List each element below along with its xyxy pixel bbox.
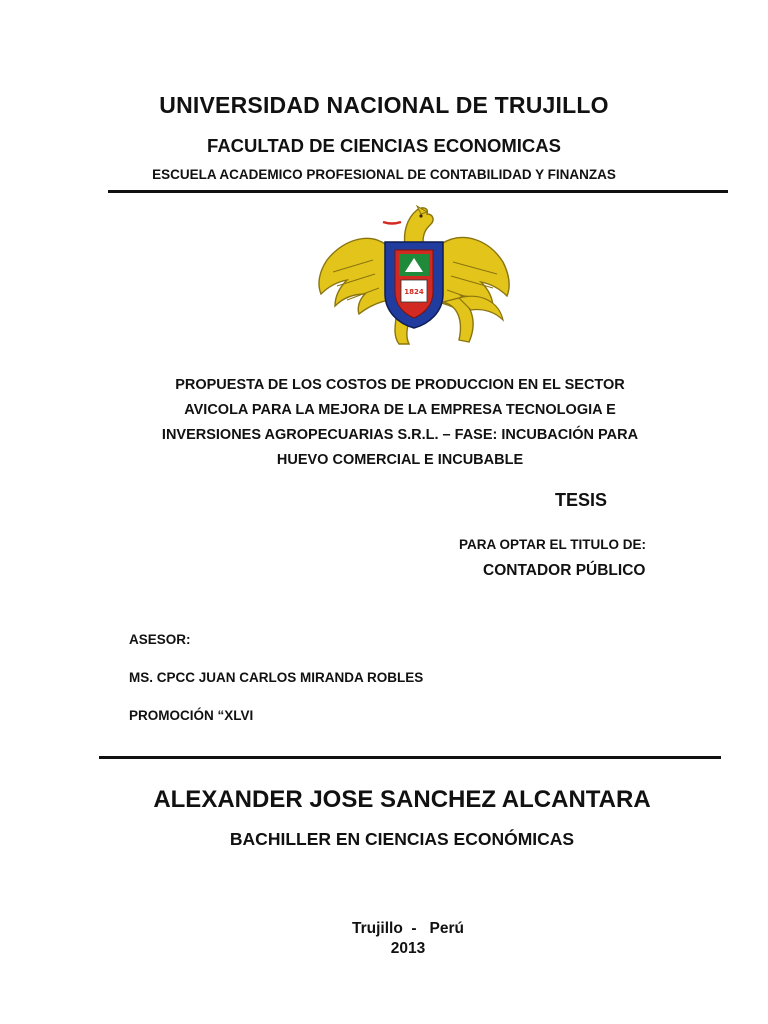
thesis-title-line-3: INVERSIONES AGROPECUARIAS S.R.L. – FASE: INCUBACIÓN PARA bbox=[161, 427, 639, 443]
svg-text:1824: 1824 bbox=[404, 288, 424, 296]
bottom-divider bbox=[99, 756, 721, 759]
thesis-title-line-2: AVICOLA PARA LA MEJORA DE LA EMPRESA TECNOLOGIA E bbox=[184, 402, 616, 418]
faculty-name: FACULTAD DE CIENCIAS ECONOMICAS bbox=[207, 135, 561, 156]
school-name: ESCUELA ACADEMICO PROFESIONAL DE CONTABILIDAD Y FINANZAS bbox=[152, 167, 616, 182]
advisor-label: ASESOR: bbox=[129, 632, 191, 647]
author-name: ALEXANDER JOSE SANCHEZ ALCANTARA bbox=[153, 786, 651, 813]
author-degree: BACHILLER EN CIENCIAS ECONÓMICAS bbox=[229, 829, 575, 849]
thesis-title-line-4: HUEVO COMERCIAL E INCUBABLE bbox=[276, 452, 524, 468]
university-name: UNIVERSIDAD NACIONAL DE TRUJILLO bbox=[159, 92, 609, 118]
top-divider bbox=[108, 190, 728, 193]
year: 2013 bbox=[390, 940, 426, 957]
thesis-title-line-1: PROPUESTA DE LOS COSTOS DE PRODUCCION EN EL SECTOR bbox=[175, 377, 625, 393]
degree-title: CONTADOR PÚBLICO bbox=[483, 562, 646, 579]
place: Trujillo - Perú bbox=[352, 920, 464, 937]
promotion: PROMOCIÓN “XLVI bbox=[129, 708, 254, 723]
document-type: TESIS bbox=[555, 490, 608, 510]
university-seal-icon bbox=[313, 202, 513, 354]
advisor-name: MS. CPCC JUAN CARLOS MIRANDA ROBLES bbox=[129, 670, 424, 685]
optar-label: PARA OPTAR EL TITULO DE: bbox=[459, 537, 646, 552]
